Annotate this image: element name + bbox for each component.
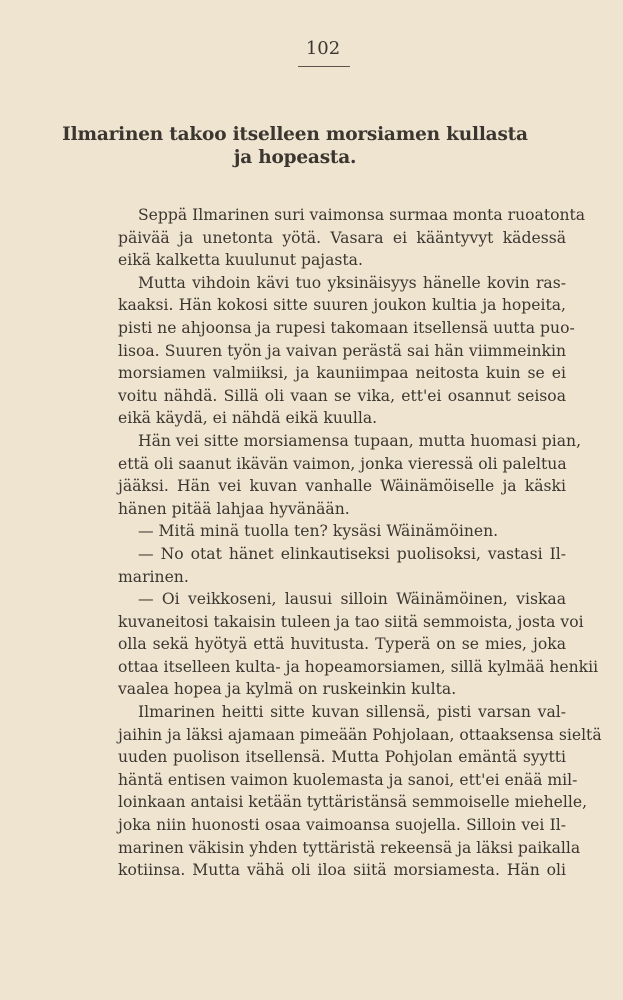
text-line: eikä kalketta kuulunut pajasta. [118,251,363,270]
text-line: jääksi. Hän vei kuvan vanhalle Wäinämöiselle ja käski [118,477,566,496]
chapter-title-line-2: ja hopeasta. [233,147,357,168]
text-line: eikä käydä, ei nähdä eikä kuulla. [118,409,378,428]
text-line: kotiinsa. Mutta vähä oli iloa siitä morsiamesta. Hän oli [118,861,566,880]
text-line: pisti ne ahjoonsa ja rupesi takomaan itsellensä uutta puo- [118,318,575,337]
text-line: Ilmarinen heitti sitte kuvan sillensä, pisti varsan val- [138,703,566,722]
text-line: loinkaan antaisi ketään tyttäristänsä semmoiselle miehelle, [118,793,588,812]
text-line: häntä entisen vaimon kuolemasta ja sanoi, ett'ei enää mil- [118,770,578,789]
text-line: voitu nähdä. Sillä oli vaan se vika, ett'ei osannut seisoa [118,386,566,405]
text-line: hänen pitää lahjaa hyvänään. [118,499,350,518]
text-line: — Mitä minä tuolla ten? kysäsi Wäinämöinen. [138,522,499,541]
text-line: marinen väkisin yhden tyttäristä rekeensä ja läksi paikalla [118,838,581,857]
text-line: uuden puolison itsellensä. Mutta Pohjolan emäntä syytti [118,748,566,767]
body-text [118,204,602,882]
text-line: Seppä Ilmarinen suri vaimonsa surmaa monta ruoatonta [138,206,586,224]
text-line: marinen. [118,567,189,586]
text-line: vaalea hopea ja kylmä on ruskeinkin kulta. [118,680,457,699]
text-line: että oli saanut ikävän vaimon, jonka vieressä oli paleltua [118,454,567,473]
chapter-title-line-1: Ilmarinen takoo itselleen morsiamen kullasta [62,124,528,145]
text-line: — No otat hänet elinkautiseksi puolisoksi, vastasi Il- [138,544,566,563]
text-line: joka niin huonosti osaa vaimoansa suojella. Silloin vei Il- [118,816,566,835]
text-line: — Oi veikkoseni, lausui silloin Wäinämöinen, viskaa [138,590,566,609]
text-line: Hän vei sitte morsiamensa tupaan, mutta huomasi pian, [138,431,582,450]
text-line: ottaa itselleen kulta- ja hopeamorsiamen, sillä kylmää henkii [118,657,599,676]
text-line: päivää ja unetonta yötä. Vasara ei kääntyvyt kädessä [118,228,566,247]
header-rule [298,66,350,67]
text-line: kuvaneitosi takaisin tuleen ja tao siitä semmoista, josta voi [118,612,584,631]
text-line: Mutta vihdoin kävi tuo yksinäisyys hänelle kovin ras- [138,273,566,292]
text-line: morsiamen valmiiksi, ja kauniimpaa neitosta kuin se ei [118,364,566,383]
text-line: lisoa. Suuren työn ja vaivan perästä sai hän viimmeinkin [118,341,566,360]
text-line: olla sekä hyötyä että huvitusta. Typerä on se mies, joka [118,635,566,654]
page-number: 102 [305,38,341,59]
text-line: kaaksi. Hän kokosi sitte suuren joukon kultia ja hopeita, [118,296,566,315]
text-line: jaihin ja läksi ajamaan pimeään Pohjolaan, ottaaksensa sieltä [118,725,602,744]
